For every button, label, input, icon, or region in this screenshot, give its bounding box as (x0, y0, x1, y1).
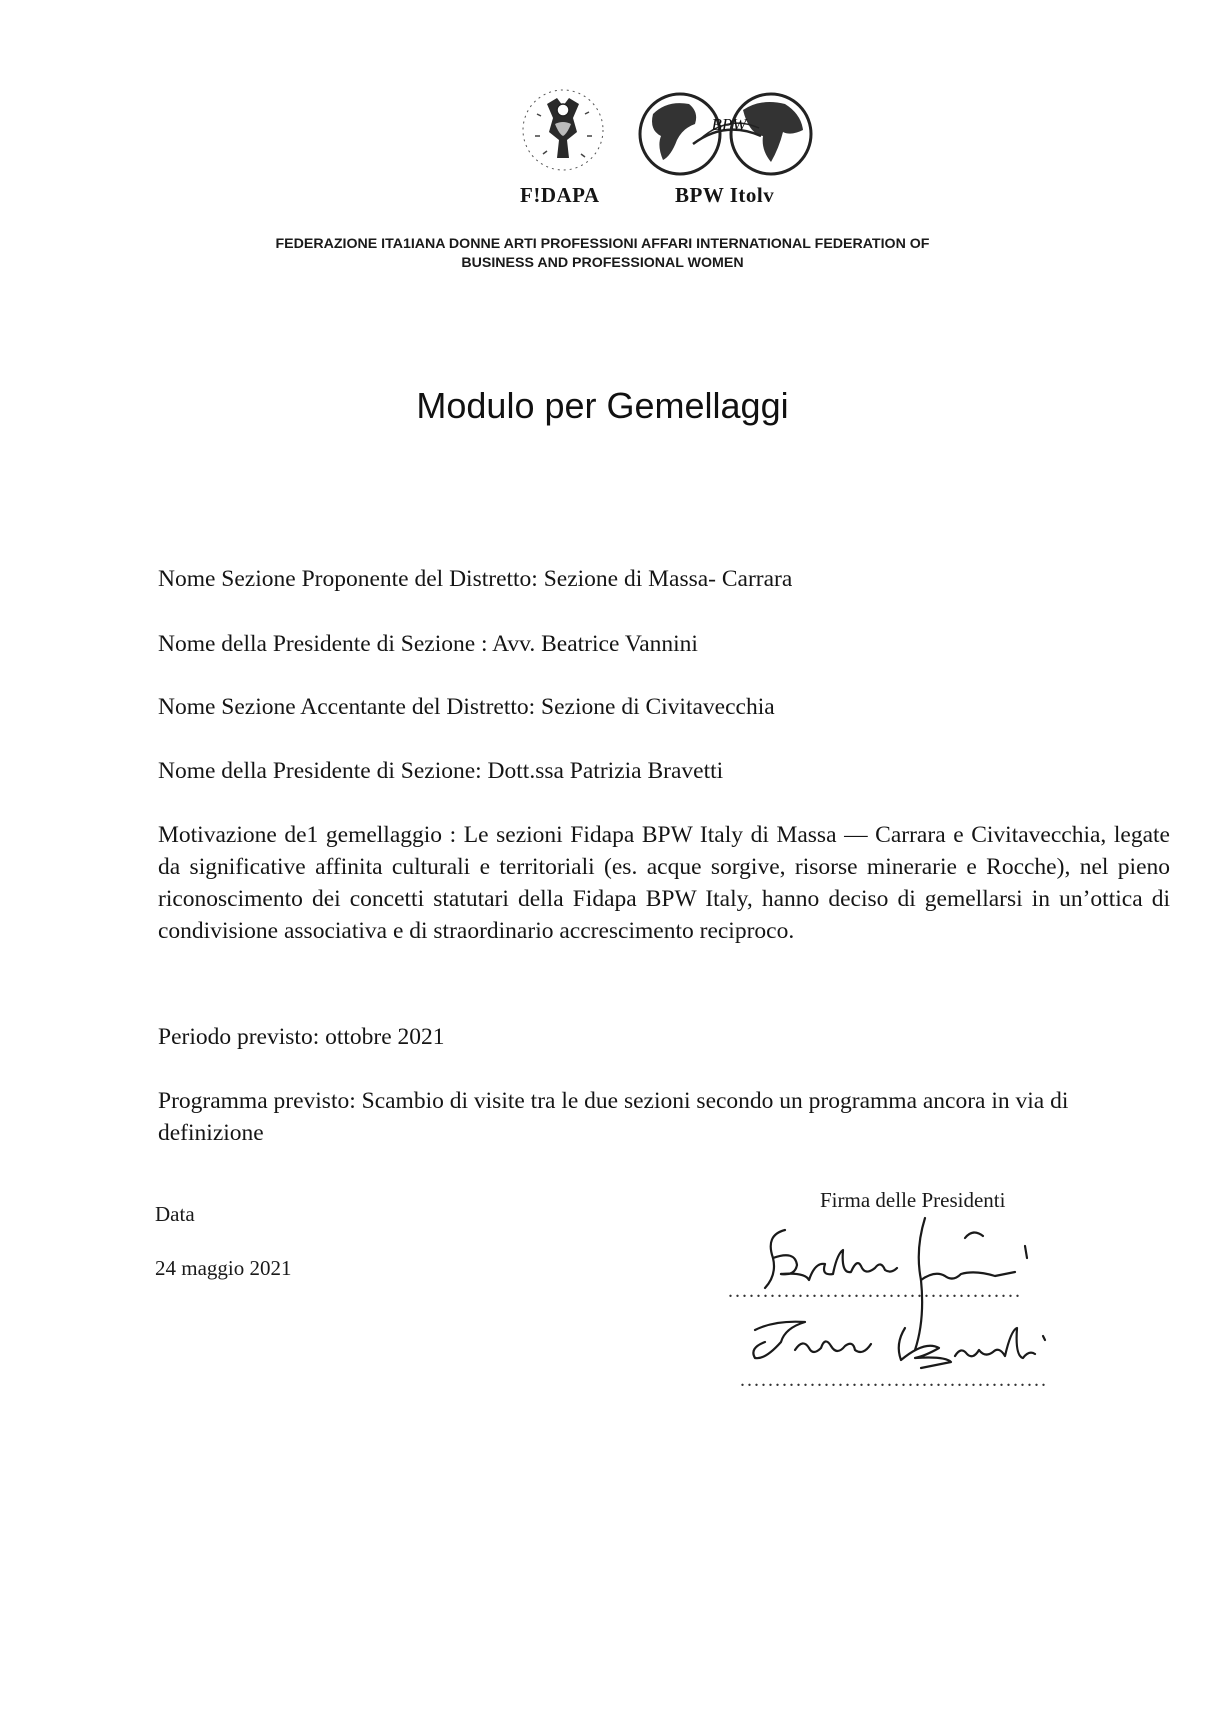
federation-heading (200, 235, 1005, 273)
signature-line-1: .......................................... (728, 1280, 1022, 1302)
signature-label: Firma delle Presidenti (820, 1188, 1006, 1212)
signature-line-2: ............................................ (740, 1369, 1048, 1391)
field-presidente-proponente: Nome della Presidente di Sezione : Avv. Beatrice Vannini (158, 631, 698, 657)
fidapa-label: F!DAPA (520, 183, 600, 207)
bpw-globe-logo (633, 90, 818, 178)
field-motivazione: Motivazione de1 gemellaggio : Le sezioni Fidapa BPW Italy di Massa — Carrara e Civitavecchia, legate da significative affinita culturali e territoriali (es. acque sorgive, risorse minerarie e Rocche), nel pieno riconoscimento dei concetti statutari della Fidapa BPW Italy, hanno deciso di gemellarsi in un’ottica di condivisione associativa e di straordinario accrescimento reciproco. (158, 822, 1170, 944)
signature-beatrice-vannini (765, 1218, 1027, 1350)
field-sezione-proponente: Nome Sezione Proponente del Distretto: Sezione di Massa- Carrara (158, 566, 793, 592)
field-periodo: Periodo previsto: ottobre 2021 (158, 1024, 445, 1050)
handwritten-signatures (725, 1210, 1145, 1400)
bpw-logo-text: BPW (711, 115, 747, 134)
header-logos (505, 84, 835, 184)
date-value: 24 maggio 2021 (155, 1256, 292, 1280)
bpw-label: BPW Itolv (675, 183, 775, 207)
federation-line-1: FEDERAZIONE ITA1IANA DONNE ARTI PROFESSIONI AFFARI INTERNATIONAL FEDERATION OF (275, 236, 930, 252)
date-label: Data (155, 1202, 195, 1226)
field-presidente-accentante: Nome della Presidente di Sezione: Dott.ssa Patrizia Bravetti (158, 758, 724, 784)
fidapa-logo (517, 84, 609, 176)
federation-line-2: BUSINESS AND PROFESSIONAL WOMEN (461, 255, 744, 271)
field-sezione-accentante: Nome Sezione Accentante del Distretto: Sezione di Civitavecchia (158, 694, 775, 720)
signature-patrizia-bravetti (753, 1322, 1045, 1368)
page-title: Modulo per Gemellaggi (416, 385, 789, 426)
field-programma: Programma previsto: Scambio di visite tra le due sezioni secondo un programma ancora in via di definizione (158, 1088, 1069, 1146)
